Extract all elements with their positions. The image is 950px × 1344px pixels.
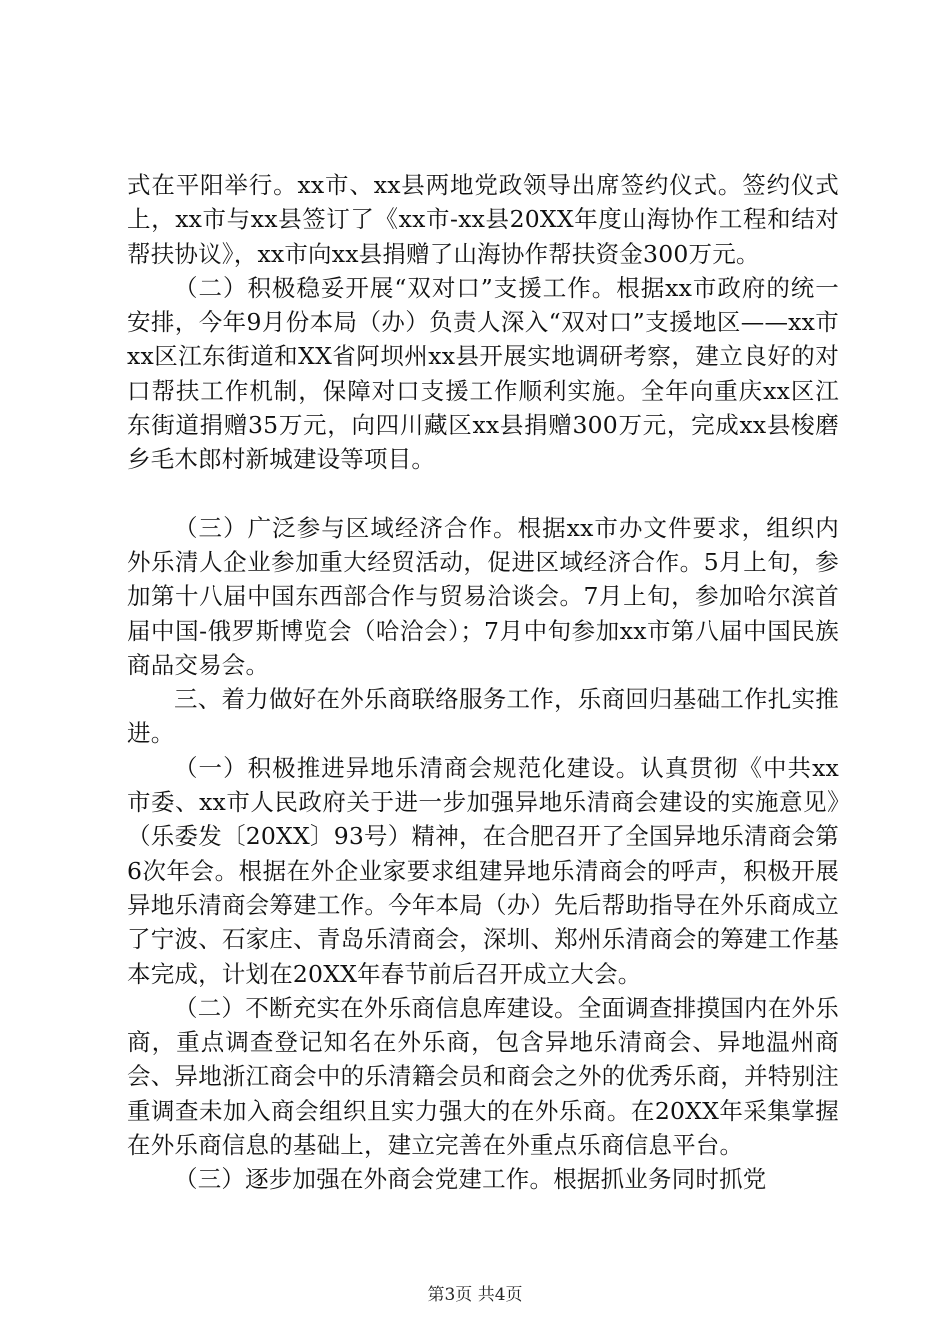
paragraph-1: 式在平阳举行。xx市、xx县两地党政领导出席签约仪式。签约仪式上，xx市与xx县签订了《xx市-xx县20XX年度山海协作工程和结对帮扶协议》，xx市向xx县捐赠了山海协作帮扶资金300万元。 <box>127 171 839 268</box>
paragraph-7: （三）逐步加强在外商会党建工作。根据抓业务同时抓党 <box>174 1165 767 1194</box>
paragraph-4: 三、着力做好在外乐商联络服务工作，乐商回归基础工作扎实推进。 <box>127 685 839 748</box>
page-footer: 第3页 共4页 <box>427 1285 523 1305</box>
paragraph-spacer <box>127 477 839 511</box>
paragraph-6: （二）不断充实在外乐商信息库建设。全面调查排摸国内在外乐商，重点调查登记知名在外乐商，包含异地乐清商会、异地温州商会、异地浙江商会中的乐清籍会员和商会之外的优秀乐商，并特别注重调查未加入商会组织且实力强大的在外乐商。在20XX年采集掌握在外乐商信息的基础上，建立完善在外重点乐商信息平台。 <box>127 993 839 1160</box>
paragraph-3: （三）广泛参与区域经济合作。根据xx市办文件要求，组织内外乐清人企业参加重大经贸活动，促进区域经济合作。5月上旬，参加第十八届中国东西部合作与贸易洽谈会。7月上旬，参加哈尔滨首届中国-俄罗斯博览会（哈洽会）；7月中旬参加xx市第八届中国民族商品交易会。 <box>127 513 839 679</box>
paragraph-2: （二）积极稳妥开展“双对口”支援工作。根据xx市政府的统一安排，今年9月份本局（办）负责人深入“双对口”支援地区——xx市xx区江东街道和XX省阿坝州xx县开展实地调研考察，建立良好的对口帮扶工作机制，保障对口支援工作顺利实施。全年向重庆xx区江东街道捐赠35万元，向四川藏区xx县捐赠300万元，完成xx县梭磨乡毛木郎村新城建设等项目。 <box>127 273 839 474</box>
paragraph-5: （一）积极推进异地乐清商会规范化建设。认真贯彻《中共xx市委、xx市人民政府关于进一步加强异地乐清商会建设的实施意见》（乐委发〔20XX〕93号）精神，在合肥召开了全国异地乐清商会第6次年会。根据在外企业家要求组建异地乐清商会的呼声，积极开展异地乐清商会筹建工作。今年本局（办）先后帮助指导在外乐商成立了宁波、石家庄、青岛乐清商会，深圳、郑州乐清商会的筹建工作基本完成，计划在20XX年春节前后召开成立大会。 <box>127 753 839 988</box>
document-body <box>127 168 839 1197</box>
